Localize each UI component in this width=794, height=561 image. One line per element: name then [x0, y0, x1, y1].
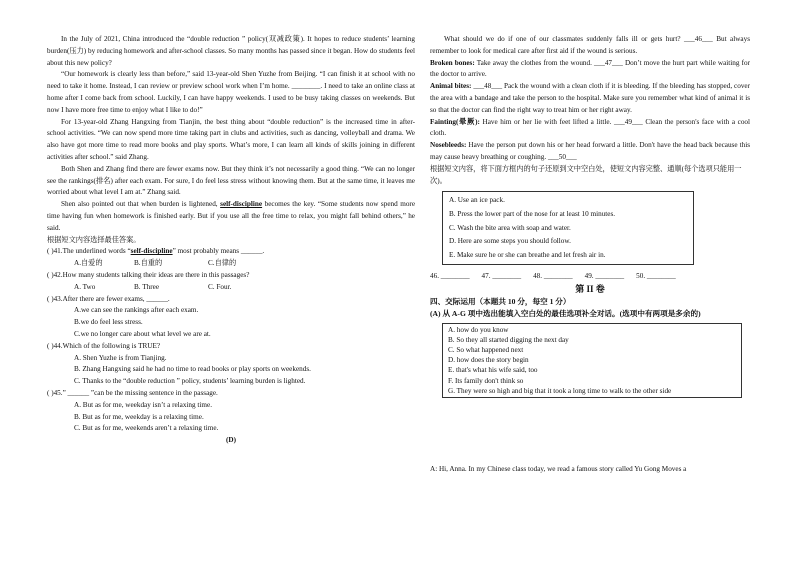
option[interactable]: A.we can see the rankings after each exam.: [74, 306, 199, 315]
option[interactable]: A. Shen Yuzhe is from Tianjing.: [74, 353, 167, 362]
instruction: 根据短文内容，将下面方框内的句子还原到文中空白处，使短文内容完整、通顺(每个选项只能用一次)。: [430, 164, 742, 185]
passage-paragraph: In the July of 2021, China introduced the “double reduction ” policy(双减政策). It hopes to reduce students’ learning burden(压力) by reducing homework and after-school classes. So many months has passed since it began. How do students feel about this new policy?: [47, 35, 415, 67]
option-box: [442, 191, 694, 265]
answer-blank[interactable]: 47. ________: [481, 272, 522, 281]
box-option: C. So what happened next: [448, 345, 524, 354]
option[interactable]: A. But as for me, weekday isn’t a relaxing time.: [74, 400, 212, 409]
options-42: [47, 282, 415, 294]
option[interactable]: B. Zhang Hangxing said he had no time to read books or play sports on weekends.: [74, 365, 311, 374]
dialog-line: A: Hi, Anna. In my Chinese class today, we read a famous story called Yu Gong Moves a: [430, 464, 687, 473]
passage-paragraph: “Our homework is clearly less than before,” said 13-year-old Shen Yuzhe from Beijing. “I can finish it at school with no need to take it home. Instead, I can review or preview school work when I’m home. ________. I need to take an online class at home after I come back from school. Luckily, I can have happy weekends. I used to be busy taking classes on weekends. But now I have more free time to enjoy what I like to do!”: [47, 70, 415, 114]
option[interactable]: C. Four.: [208, 282, 232, 291]
section-heading-d: (D): [226, 436, 236, 445]
passage-paragraph: Animal bites: ___48___ Pack the wound with a clean cloth if it is bleeding. If the bleeding has stopped, cover the area with a bandage and take the person to the hospital. Make sure you remember what kind of animal it is so that the doctor can find the right way to treat him or her right away.: [430, 82, 750, 114]
box-option: G. They were so high and big that it took a long time to walk to the other side: [448, 386, 672, 395]
box-option: D. how does the story begin: [448, 356, 529, 365]
option[interactable]: B. Three: [134, 282, 160, 291]
option[interactable]: B.we do feel less stress.: [74, 318, 143, 327]
box-option: E. that's what his wife said, too: [448, 366, 538, 375]
question-44: ( )44.Which of the following is TRUE?: [47, 341, 161, 350]
dialog-option-box: [442, 323, 742, 398]
option[interactable]: C.we no longer care about what level we are at.: [74, 329, 211, 338]
right-column: [430, 34, 750, 476]
option[interactable]: C.自律的: [208, 259, 237, 268]
box-option: B. Press the lower part of the nose for at least 10 minutes.: [449, 209, 616, 218]
passage-paragraph: Fainting(晕厥): Have him or her lie with feet lifted a little. ___49___ Clean the person's face with a cool cloth.: [430, 117, 750, 138]
box-option: B. So they all started digging the next day: [448, 335, 569, 344]
box-option: E. Make sure he or she can breathe and let fresh air in.: [449, 250, 606, 259]
question-43: ( )43.After there are fewer exams, ______.: [47, 294, 170, 303]
answer-blank[interactable]: 48. ________: [533, 272, 573, 281]
passage-paragraph: Broken bones: Take away the clothes from the wound. ___47___ Don’t move the hurt part while waiting for the doctor to arrive.: [430, 58, 750, 79]
answer-blank[interactable]: 46. ________: [430, 272, 470, 281]
passage-paragraph: Nosebleeds: Have the person put down his or her head forward a little. Don't have the head back because this may cause heavy breathing or coughing. ___50___: [430, 141, 750, 161]
passage-paragraph: For 13-year-old Zhang Hangxing from Tianjin, the best thing about “double reduction” is the increased time in after-school activities. “We can now spend more time taking part in clubs and activities, such as dancing, volleyball and drama. We also have got more time to read more books and play sports. What’s more, I can learn all kinds of skills joining in different activities after school.” said Zhang.: [47, 117, 415, 161]
option[interactable]: B.自重的: [134, 259, 163, 268]
answer-blanks: [430, 271, 750, 283]
section-four-heading: 四、交际运用（本题共 10 分，每空 1 分）: [430, 296, 571, 306]
underlined-keyword: self-discipline: [220, 200, 263, 209]
answer-blank[interactable]: 50. ________: [636, 272, 676, 281]
underlined-keyword: self-discipline: [130, 247, 173, 256]
left-column: [47, 34, 415, 447]
option[interactable]: C. Thanks to the “double reduction ” policy, students’ learning burden is lighted.: [74, 377, 306, 386]
part-two-heading: 第 II 卷: [575, 284, 605, 295]
box-option: C. Wash the bite area with soap and water.: [449, 223, 571, 232]
answer-blank[interactable]: 49. ________: [584, 272, 625, 281]
box-option: D. Here are some steps you should follow.: [449, 237, 571, 246]
option[interactable]: B. But as for me, weekday is a relaxing time.: [74, 412, 204, 421]
passage-paragraph: Shen also pointed out that when burden is lightened, self-discipline becomes the key. “Some students now spend more time having fun when homework is finished early. But if you use all the free time to relax, you might fall behind others,” he said.: [47, 200, 416, 232]
instruction: 根据短文内容选择最佳答案。: [47, 235, 141, 244]
box-option: A. Use an ice pack.: [449, 196, 505, 205]
section-a-instruction: (A) 从 A-G 项中选出能填入空白处的最佳选项补全对话。(选项中有两项是多余的): [430, 308, 701, 318]
question-45: ( )45.” ______ ”can be the missing sentence in the passage.: [47, 388, 218, 397]
question-41: ( )41.The underlined words “self-discipline” most probably means ______.: [47, 247, 265, 256]
question-42: ( )42.How many students talking their ideas are there in this passages?: [47, 270, 250, 279]
passage-paragraph: Both Shen and Zhang find there are fewer exams now. But they think it’s not necessarily a good thing. “We can no longer see the rankings(排名) after each exam. For sure, I do feel less stress without knowing them. But at the same time, it leaves me worried about what level I am at.” Zhang said.: [47, 164, 415, 197]
box-option: A. how do you know: [448, 325, 509, 334]
option[interactable]: C. But as for me, weekends aren’t a relaxing time.: [74, 424, 219, 433]
box-option: F. Its family don't think so: [448, 376, 524, 385]
option[interactable]: A.自爱的: [74, 259, 103, 268]
option[interactable]: A. Two: [74, 282, 96, 291]
passage-paragraph: What should we do if one of our classmates suddenly falls ill or gets hurt? ___46___ But always remember to look for medical care after first aid if the wound is serious.: [430, 35, 750, 55]
options-41: [47, 258, 415, 270]
